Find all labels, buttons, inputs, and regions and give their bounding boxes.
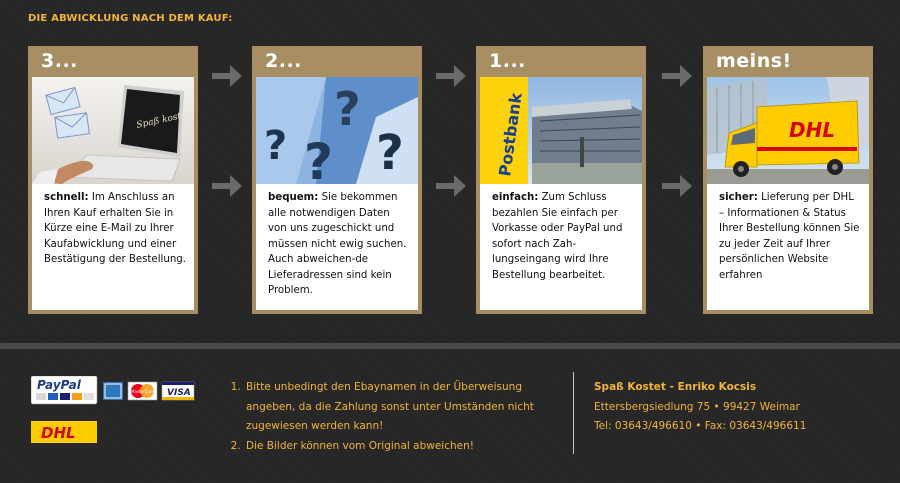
step-card-heading: meins! (716, 50, 792, 72)
step-card-heading: 3... (41, 50, 78, 72)
payment-methods-icon (31, 376, 201, 448)
contact-phone: Tel: 03643/496610 • Fax: 03643/496611 (594, 420, 807, 432)
truck-icon (707, 77, 869, 184)
paypal-logo-text: PayPal (37, 378, 81, 392)
note-item: 1. Bitte unbedingt den Ebaynamen in der Überweisung angeben, da die Zahlung sonst unter Umständen nicht zugewiesen werden kann! (244, 378, 568, 437)
arrow-right-icon (434, 171, 468, 201)
step-lead: schnell: (44, 192, 89, 203)
section-title: DIE ABWICKLUNG NACH DEM KAUF: (28, 13, 233, 24)
step-card-text (256, 184, 418, 310)
arrow-right-icon (210, 171, 244, 201)
amex-logo (103, 382, 123, 400)
postbank-sign-text: Postbank (495, 91, 526, 178)
step-card-2 (252, 46, 422, 314)
step-card-text (480, 184, 642, 310)
section-divider (0, 343, 900, 349)
question-marks-image (256, 77, 418, 184)
step-card-1 (476, 46, 646, 314)
payment-logos (31, 376, 201, 452)
question-mark-icon (256, 77, 418, 184)
postbank-building-image (480, 77, 642, 184)
footer-notes (228, 378, 568, 456)
step-card-meins (703, 46, 873, 314)
step-lead: einfach: (492, 192, 539, 203)
step-description: Sie bekommen alle notwendigen Daten von uns zugeschickt und müssen nicht ewig suchen. Auch abweichen-de Lieferadressen sind kein Problem. (268, 192, 407, 296)
contact-info (594, 378, 806, 437)
laptop-email-image (32, 77, 194, 184)
svg-text:?: ? (376, 125, 404, 181)
step-card-text (32, 184, 194, 310)
arrow-right-icon (660, 61, 694, 91)
dhl-truck-image (707, 77, 869, 184)
step-card-heading: 2... (265, 50, 302, 72)
paypal-logo (31, 376, 97, 404)
step-card-text (707, 184, 869, 310)
step-card-heading: 1... (489, 50, 526, 72)
dhl-logo (31, 421, 97, 443)
arrow-right-icon (434, 61, 468, 91)
contact-name: Spaß Kostet - Enriko Kocsis (594, 381, 757, 393)
building-icon (480, 77, 642, 184)
laptop-icon (32, 77, 194, 184)
step-description: Lieferung per DHL – Informationen & Status Ihrer Bestellung können Sie zu jeder Zeit auf Ihrer persönlichen Website erfahren (719, 192, 860, 281)
arrow-right-icon (660, 171, 694, 201)
mastercard-logo-text: MasterCard (131, 389, 155, 394)
truck-dhl-logo: DHL (789, 118, 836, 142)
svg-text:?: ? (304, 133, 334, 184)
dhl-logo-text: DHL (41, 424, 76, 442)
mastercard-logo (128, 382, 157, 400)
visa-logo (162, 382, 194, 400)
step-card-3 (28, 46, 198, 314)
note-item: 2. Die Bilder können vom Original abweichen! (244, 437, 568, 457)
svg-text:?: ? (334, 82, 361, 136)
visa-logo-text: VISA (167, 388, 191, 398)
laptop-screen-logo: Spaß kostet (135, 109, 191, 131)
step-lead: sicher: (719, 192, 758, 203)
step-description: Im Anschluss an Ihren Kauf erhalten Sie in Kürze eine E-Mail zu Ihrer Kaufabwicklung und einer Bestätigung der Bestellung. (44, 192, 186, 265)
contact-address: Ettersbergsiedlung 75 • 99427 Weimar (594, 400, 800, 413)
step-description: Zum Schluss bezahlen Sie einfach per Vorkasse oder PayPal und sofort nach Zah-lungseingang wird Ihre Bestellung bearbeitet. (492, 192, 623, 281)
svg-text:?: ? (264, 123, 288, 169)
step-lead: bequem: (268, 192, 319, 203)
footer-divider (573, 372, 574, 454)
arrow-right-icon (210, 61, 244, 91)
